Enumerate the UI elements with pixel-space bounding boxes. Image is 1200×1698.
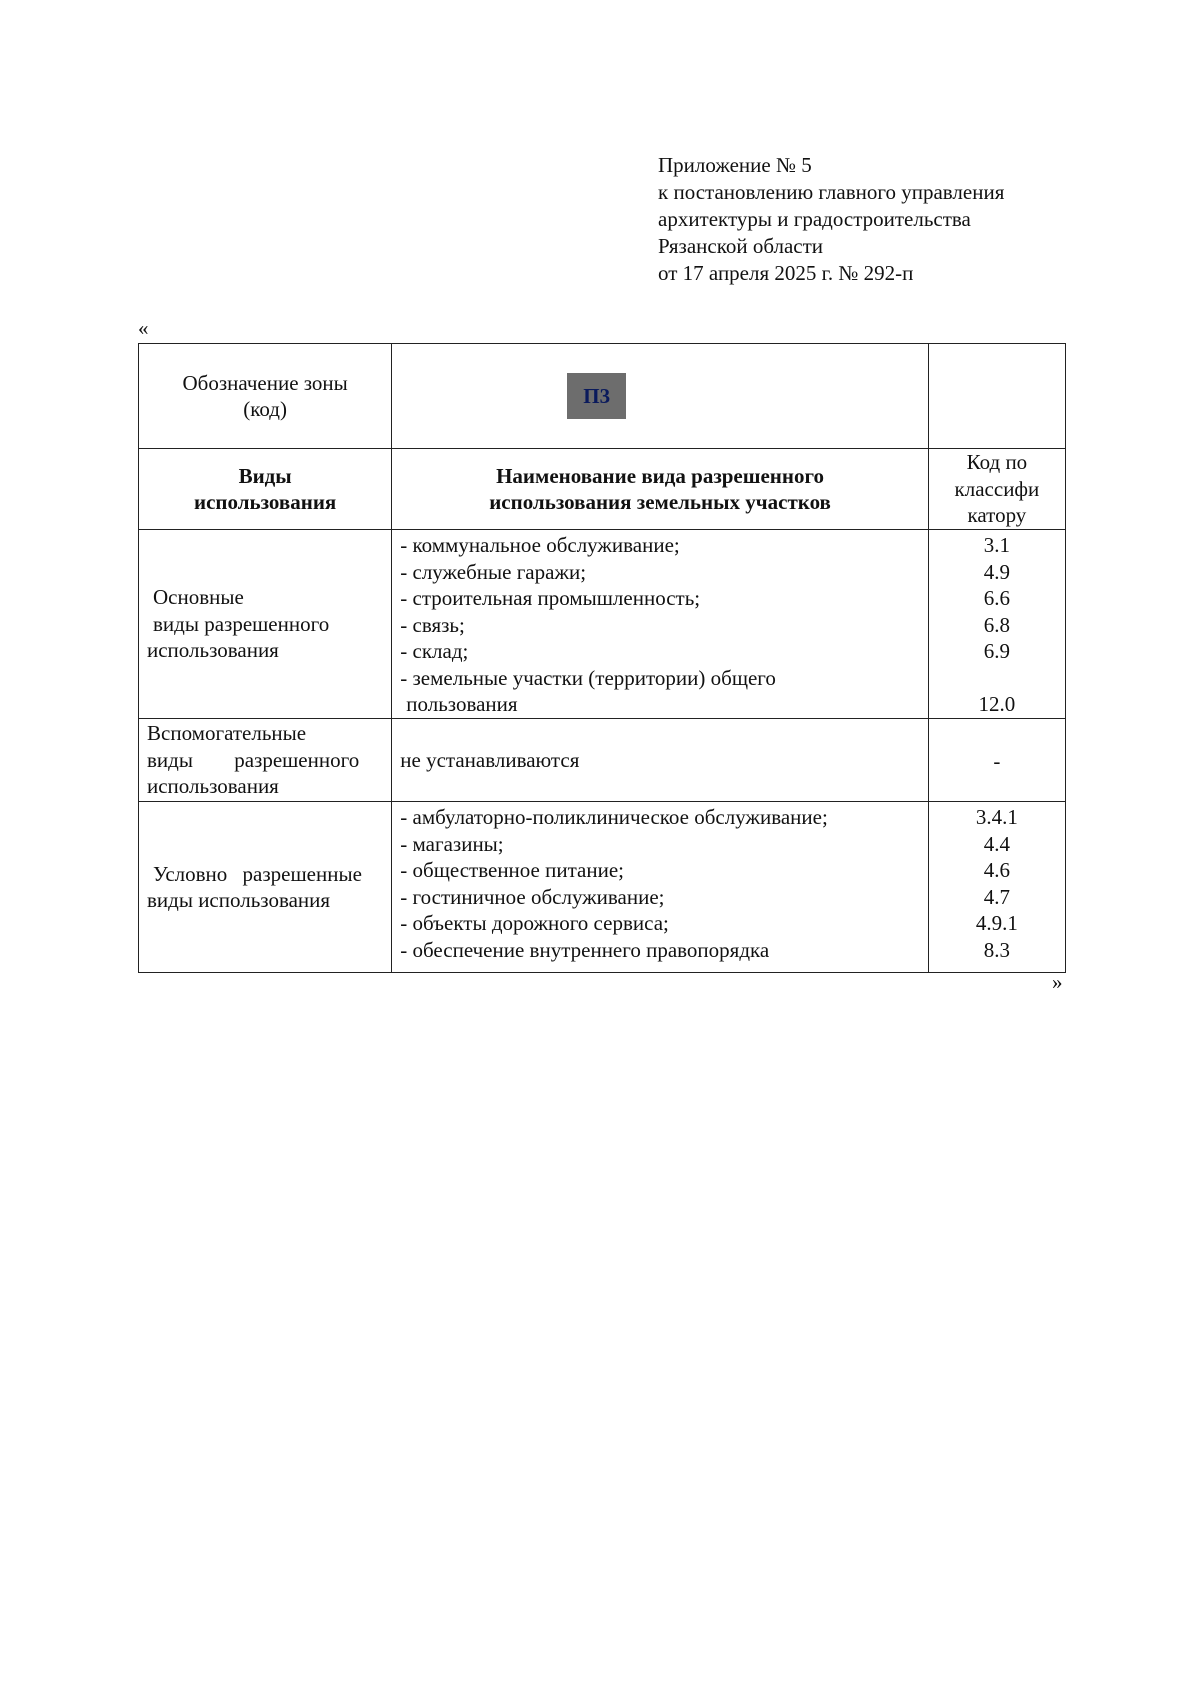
header-classifier-code (928, 449, 1065, 530)
header-row (139, 449, 1066, 530)
label-line: использования (147, 774, 279, 799)
list-item: - коммунальное обслуживание; (400, 533, 680, 557)
appendix-line: архитектуры и градостроительства (658, 207, 971, 231)
header-line: использования земельных участков (489, 490, 831, 514)
classifier-code: 6.9 (983, 639, 1011, 663)
closing-quote: » (1052, 970, 1063, 994)
header-permitted-use-name (392, 449, 929, 530)
conditional-uses-codes (928, 802, 1065, 973)
zone-label-line: Обозначение зоны (182, 370, 348, 395)
classifier-code: 4.4 (983, 831, 1011, 856)
appendix-header (658, 152, 1178, 287)
header-line: классифи (954, 476, 1040, 501)
classifier-code: 3.1 (983, 533, 1011, 557)
appendix-line: от 17 апреля 2025 г. № 292-п (658, 261, 914, 285)
conditional-uses-label (139, 802, 392, 973)
zoning-table (138, 343, 1066, 973)
main-uses-list (392, 530, 929, 719)
list-item: - объекты дорожного сервиса; (400, 911, 669, 935)
list-item: - служебные гаражи; (400, 559, 587, 584)
list-item: - строительная промышленность; (400, 586, 701, 610)
classifier-code: 6.8 (983, 612, 1011, 637)
zone-row (139, 344, 1066, 449)
appendix-line: к постановлению главного управления (658, 180, 1005, 204)
header-line: Код по (966, 450, 1028, 475)
label-line: виды разрешенного (153, 611, 330, 636)
list-item: - амбулаторно-поликлиническое обслуживание; (400, 805, 828, 829)
main-uses-row (139, 530, 1066, 719)
classifier-code: 4.7 (983, 884, 1011, 909)
classifier-code: 3.4.1 (975, 805, 1018, 829)
label-line: использования (147, 638, 279, 663)
appendix-line: Рязанской области (658, 234, 824, 258)
header-line: использования (193, 490, 337, 514)
zone-code-badge: П3 (567, 373, 626, 419)
label-line: Условно разрешенные (153, 861, 362, 886)
main-uses-label (139, 530, 392, 719)
zone-label-cell (139, 344, 392, 449)
list-item: - земельные участки (территории) общего (400, 665, 776, 690)
label-line: виды использования (147, 888, 331, 912)
auxiliary-uses-row (139, 719, 1066, 802)
auxiliary-uses-label (139, 719, 392, 802)
classifier-code: 4.9.1 (975, 911, 1018, 935)
list-item: - склад; (400, 639, 469, 663)
header-line: катору (967, 503, 1027, 528)
header-use-types (139, 449, 392, 530)
label-line: Основные (153, 585, 244, 610)
list-item: пользования (406, 692, 518, 716)
auxiliary-uses-code: - (928, 719, 1065, 802)
list-item: - обеспечение внутреннего правопорядка (400, 937, 770, 962)
classifier-code: 4.9 (983, 559, 1011, 584)
main-uses-codes (928, 530, 1065, 719)
header-line: Наименование вида разрешенного (496, 463, 825, 488)
appendix-line: Приложение № 5 (658, 153, 812, 177)
conditional-uses-row (139, 802, 1066, 973)
list-item: - общественное питание; (400, 858, 624, 882)
classifier-code: 8.3 (983, 937, 1011, 962)
auxiliary-uses-text: не устанавливаются (392, 719, 929, 802)
zone-code-cell (392, 344, 929, 449)
list-item: - магазины; (400, 831, 504, 856)
label-line: виды разрешенного (147, 747, 360, 772)
header-line: Виды (238, 463, 292, 488)
conditional-uses-list (392, 802, 929, 973)
zone-empty-cell (928, 344, 1065, 449)
opening-quote: « (138, 316, 149, 340)
classifier-code: 4.6 (983, 858, 1011, 882)
list-item: - гостиничное обслуживание; (400, 884, 665, 909)
list-item: - связь; (400, 612, 465, 637)
zone-label-line: (код) (243, 397, 287, 421)
classifier-code: 6.6 (983, 586, 1011, 610)
label-line: Вспомогательные (147, 721, 307, 746)
classifier-code: 12.0 (978, 692, 1016, 716)
